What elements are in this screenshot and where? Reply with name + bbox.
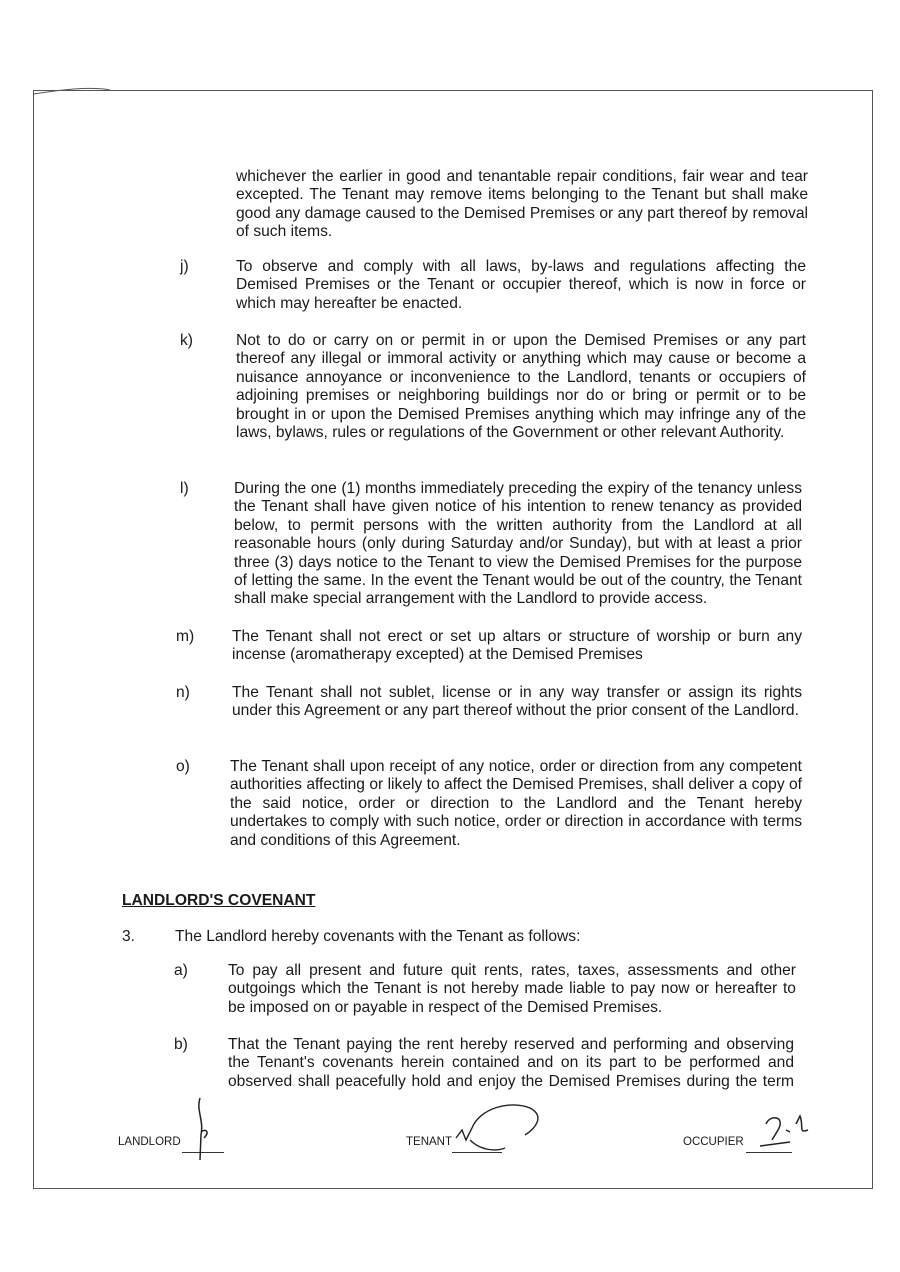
- clause-label: k): [180, 332, 193, 349]
- occupier-signature-label: OCCUPIER: [683, 1136, 744, 1148]
- clause-label: a): [174, 962, 188, 979]
- clause-label: l): [180, 480, 189, 497]
- tenant-signature: [456, 1105, 538, 1150]
- section-heading: LANDLORD'S COVENANT: [122, 892, 316, 909]
- tenant-signature-label: TENANT: [406, 1136, 452, 1148]
- occupier-signature: [760, 1116, 808, 1146]
- section-intro: The Landlord hereby covenants with the Tenant as follows:: [175, 928, 581, 945]
- clause-continuation: whichever the earlier in good and tenantable repair conditions, fair wear and tear excepted. The Tenant may remove items belonging to the Tenant but shall make good any damage caused to the Demised Premises or any part thereof by removal of such items.: [236, 168, 808, 241]
- clause-text: The Tenant shall upon receipt of any notice, order or direction from any competent authorities affecting or likely to affect the Demised Premises, shall deliver a copy of the said notice, order or direction to the Landlord and the Tenant hereby undertakes to comply with such notice, order or direction in accordance with terms and conditions of this Agreement.: [230, 758, 802, 849]
- clause-text: That the Tenant paying the rent hereby reserved and performing and observing the Tenant's covenants herein contained and on its part to be performed and observed shall peacefully hold and enjoy the Demised Premises during the term: [228, 1036, 794, 1090]
- section-number: 3.: [122, 928, 136, 945]
- clause-text: During the one (1) months immediately preceding the expiry of the tenancy unless the Tenant shall have given notice of his intention to renew tenancy as provided below, to permit persons with the written authority from the Landlord at all reasonable hours (only during Saturday and/or Sunday), but with at least a prior three (3) days notice to the Tenant to view the Demised Premises for the purpose of letting the same. In the event the Tenant would be out of the country, the Tenant shall make special arrangement with the Landlord to provide access.: [234, 480, 802, 608]
- clause-label: o): [176, 758, 190, 775]
- landlord-signature: [199, 1098, 207, 1160]
- clause-text: Not to do or carry on or permit in or upon the Demised Premises or any part thereof any illegal or immoral activity or anything which may cause or become a nuisance annoyance or inconvenience to the Landlord, tenants or occupiers of adjoining premises or neighboring buildings nor do or bring or permit or to be brought in or upon the Demised Premises anything which may infringe any of the laws, bylaws, rules or regulations of the Government or other relevant Authority.: [236, 332, 806, 442]
- scan-edge: [33, 88, 110, 94]
- clause-text: To observe and comply with all laws, by-laws and regulations affecting the Demised Premises or the Tenant or occupier thereof, which is now in force or which may hereafter be enacted.: [236, 258, 806, 312]
- clause-label: n): [176, 684, 190, 701]
- clause-label: j): [180, 258, 189, 275]
- clause-text: The Tenant shall not erect or set up altars or structure of worship or burn any incense (aromatherapy excepted) at the Demised Premises: [232, 628, 802, 664]
- landlord-signature-label: LANDLORD: [118, 1136, 181, 1148]
- clause-label: m): [176, 628, 195, 645]
- clause-label: b): [174, 1036, 188, 1053]
- clause-text: To pay all present and future quit rents, rates, taxes, assessments and other outgoings which the Tenant is not hereby made liable to pay now or hereafter to be imposed on or payable in respect of the Demised Premises.: [228, 962, 796, 1016]
- clause-text: The Tenant shall not sublet, license or in any way transfer or assign its rights under this Agreement or any part thereof without the prior consent of the Landlord.: [232, 684, 802, 720]
